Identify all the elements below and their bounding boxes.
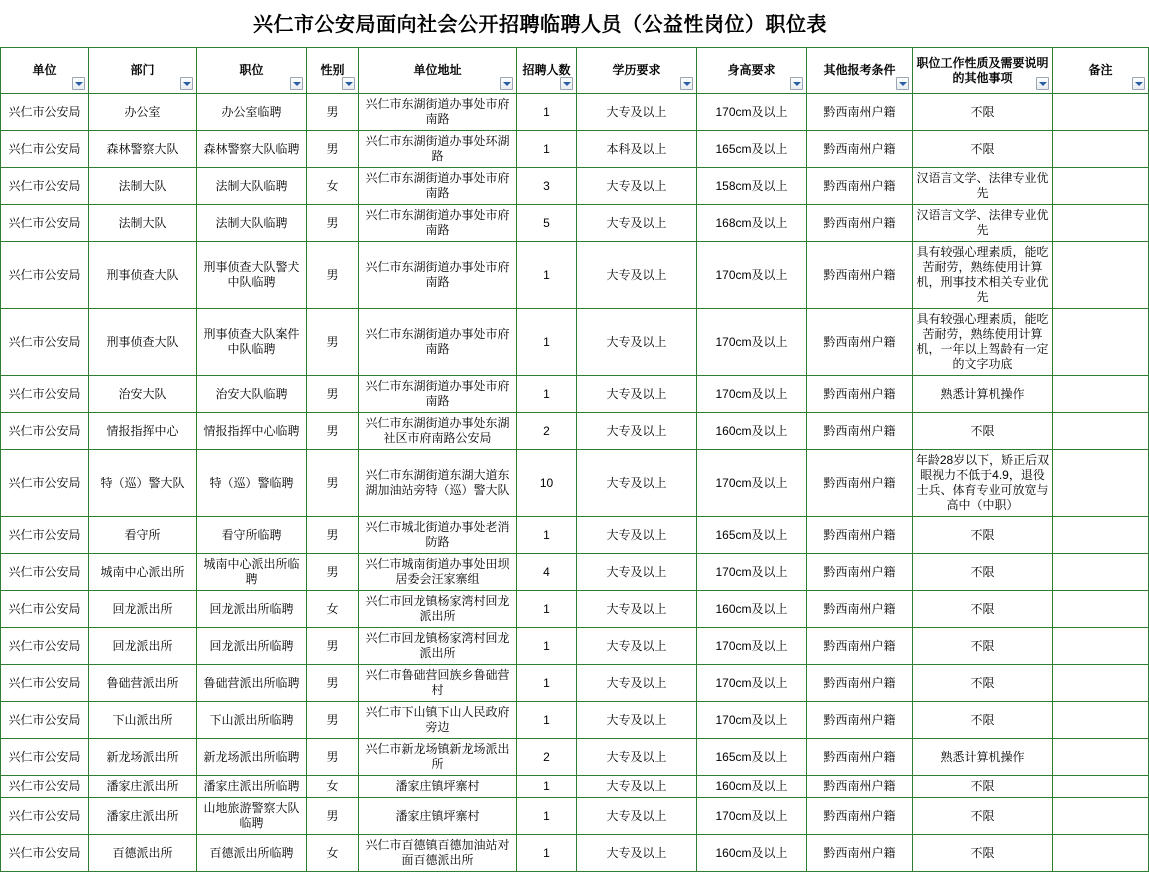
- cell-department: 鲁础营派出所: [89, 665, 197, 702]
- header-label-unit: 单位: [32, 63, 57, 77]
- cell-position: 潘家庄派出所临聘: [197, 776, 307, 798]
- page-title: 兴仁市公安局面向社会公开招聘临聘人员（公益性岗位）职位表: [253, 14, 827, 36]
- header-row: [1, 48, 1149, 94]
- cell-height: 168cm及以上: [697, 205, 807, 242]
- cell-job-notes: 不限: [913, 591, 1053, 628]
- column-header-gender[interactable]: [307, 48, 359, 94]
- cell-job-notes: 年龄28岁以下，矫正后双眼视力不低于4.9，退役士兵、体育专业可放宽与高中（中职）: [913, 450, 1053, 517]
- header-label-height: 身高要求: [727, 63, 776, 77]
- cell-department: 法制大队: [89, 205, 197, 242]
- table-row: [1, 131, 1149, 168]
- cell-count: 4: [517, 554, 577, 591]
- cell-remark: [1053, 168, 1149, 205]
- cell-count: 1: [517, 776, 577, 798]
- cell-remark: [1053, 205, 1149, 242]
- cell-department: 刑事侦查大队: [89, 309, 197, 376]
- cell-other-conditions: 黔西南州户籍: [807, 554, 913, 591]
- column-header-unit[interactable]: [1, 48, 89, 94]
- cell-job-notes: 不限: [913, 131, 1053, 168]
- cell-department: 办公室: [89, 94, 197, 131]
- cell-address: 兴仁市东湖街道办事处市府南路: [359, 205, 517, 242]
- cell-unit: 兴仁市公安局: [1, 739, 89, 776]
- filter-dropdown-icon[interactable]: [680, 77, 693, 90]
- cell-job-notes: 不限: [913, 835, 1053, 872]
- table-body: [1, 94, 1149, 872]
- cell-address: 兴仁市东湖街道办事处市府南路: [359, 376, 517, 413]
- cell-height: 165cm及以上: [697, 739, 807, 776]
- cell-other-conditions: 黔西南州户籍: [807, 835, 913, 872]
- table-row: [1, 309, 1149, 376]
- cell-other-conditions: 黔西南州户籍: [807, 798, 913, 835]
- cell-position: 治安大队临聘: [197, 376, 307, 413]
- cell-position: 回龙派出所临聘: [197, 628, 307, 665]
- cell-position: 看守所临聘: [197, 517, 307, 554]
- cell-position: 刑事侦查大队警犬中队临聘: [197, 242, 307, 309]
- cell-address: 兴仁市东湖街道办事处市府南路: [359, 168, 517, 205]
- cell-height: 170cm及以上: [697, 665, 807, 702]
- cell-other-conditions: 黔西南州户籍: [807, 450, 913, 517]
- filter-dropdown-icon[interactable]: [1132, 77, 1145, 90]
- cell-gender: 男: [307, 309, 359, 376]
- table-row: [1, 554, 1149, 591]
- cell-height: 160cm及以上: [697, 591, 807, 628]
- cell-address: 兴仁市城南街道办事处田坝居委会汪家寨组: [359, 554, 517, 591]
- cell-job-notes: 具有较强心理素质，能吃苦耐劳，熟练使用计算机，刑事技术相关专业优先: [913, 242, 1053, 309]
- cell-height: 170cm及以上: [697, 242, 807, 309]
- cell-position: 情报指挥中心临聘: [197, 413, 307, 450]
- cell-height: 158cm及以上: [697, 168, 807, 205]
- cell-unit: 兴仁市公安局: [1, 94, 89, 131]
- cell-position: 下山派出所临聘: [197, 702, 307, 739]
- cell-position: 新龙场派出所临聘: [197, 739, 307, 776]
- cell-position: 回龙派出所临聘: [197, 591, 307, 628]
- cell-unit: 兴仁市公安局: [1, 702, 89, 739]
- cell-job-notes: 不限: [913, 554, 1053, 591]
- cell-remark: [1053, 776, 1149, 798]
- cell-department: 回龙派出所: [89, 591, 197, 628]
- cell-position: 刑事侦查大队案件中队临聘: [197, 309, 307, 376]
- cell-gender: 女: [307, 168, 359, 205]
- cell-job-notes: 不限: [913, 517, 1053, 554]
- filter-dropdown-icon[interactable]: [290, 77, 303, 90]
- column-header-other-conditions[interactable]: [807, 48, 913, 94]
- cell-department: 特（巡）警大队: [89, 450, 197, 517]
- cell-job-notes: 不限: [913, 798, 1053, 835]
- cell-gender: 男: [307, 702, 359, 739]
- cell-address: 兴仁市回龙镇杨家湾村回龙派出所: [359, 591, 517, 628]
- cell-gender: 女: [307, 835, 359, 872]
- cell-address: 兴仁市新龙场镇新龙场派出所: [359, 739, 517, 776]
- header-label-education: 学历要求: [612, 63, 661, 77]
- cell-remark: [1053, 517, 1149, 554]
- cell-remark: [1053, 835, 1149, 872]
- cell-unit: 兴仁市公安局: [1, 168, 89, 205]
- cell-remark: [1053, 628, 1149, 665]
- column-header-address[interactable]: [359, 48, 517, 94]
- cell-job-notes: 不限: [913, 776, 1053, 798]
- cell-position: 森林警察大队临聘: [197, 131, 307, 168]
- cell-remark: [1053, 309, 1149, 376]
- cell-count: 1: [517, 309, 577, 376]
- cell-unit: 兴仁市公安局: [1, 591, 89, 628]
- table-row: [1, 450, 1149, 517]
- cell-remark: [1053, 798, 1149, 835]
- header-label-department: 部门: [130, 63, 155, 77]
- cell-address: 兴仁市东湖街道办事处市府南路: [359, 309, 517, 376]
- cell-unit: 兴仁市公安局: [1, 628, 89, 665]
- cell-address: 兴仁市鲁础营回族乡鲁础营村: [359, 665, 517, 702]
- cell-position: 百德派出所临聘: [197, 835, 307, 872]
- filter-dropdown-icon[interactable]: [560, 77, 573, 90]
- cell-height: 165cm及以上: [697, 517, 807, 554]
- cell-education: 大专及以上: [577, 835, 697, 872]
- column-header-job-notes[interactable]: [913, 48, 1053, 94]
- cell-other-conditions: 黔西南州户籍: [807, 413, 913, 450]
- cell-job-notes: 汉语言文学、法律专业优先: [913, 168, 1053, 205]
- cell-count: 1: [517, 131, 577, 168]
- cell-address: 兴仁市东湖街道办事处东湖社区市府南路公安局: [359, 413, 517, 450]
- table-row: [1, 628, 1149, 665]
- cell-height: 170cm及以上: [697, 628, 807, 665]
- cell-address: 潘家庄镇坪寨村: [359, 798, 517, 835]
- header-label-count: 招聘人数: [522, 63, 571, 77]
- cell-unit: 兴仁市公安局: [1, 450, 89, 517]
- cell-other-conditions: 黔西南州户籍: [807, 94, 913, 131]
- table-row: [1, 242, 1149, 309]
- table-row: [1, 776, 1149, 798]
- cell-job-notes: 不限: [913, 413, 1053, 450]
- cell-remark: [1053, 554, 1149, 591]
- filter-dropdown-icon[interactable]: [342, 77, 355, 90]
- cell-address: 兴仁市东湖街道办事处环湖路: [359, 131, 517, 168]
- cell-position: 法制大队临聘: [197, 205, 307, 242]
- cell-other-conditions: 黔西南州户籍: [807, 591, 913, 628]
- column-header-height[interactable]: [697, 48, 807, 94]
- cell-unit: 兴仁市公安局: [1, 798, 89, 835]
- job-positions-table: [0, 47, 1149, 872]
- cell-job-notes: 熟悉计算机操作: [913, 739, 1053, 776]
- cell-unit: 兴仁市公安局: [1, 665, 89, 702]
- filter-dropdown-icon[interactable]: [896, 77, 909, 90]
- cell-position: 城南中心派出所临聘: [197, 554, 307, 591]
- cell-height: 165cm及以上: [697, 131, 807, 168]
- table-row: [1, 702, 1149, 739]
- cell-remark: [1053, 413, 1149, 450]
- cell-height: 170cm及以上: [697, 798, 807, 835]
- cell-education: 大专及以上: [577, 702, 697, 739]
- cell-position: 办公室临聘: [197, 94, 307, 131]
- cell-gender: 男: [307, 517, 359, 554]
- cell-unit: 兴仁市公安局: [1, 205, 89, 242]
- cell-other-conditions: 黔西南州户籍: [807, 776, 913, 798]
- cell-job-notes: 汉语言文学、法律专业优先: [913, 205, 1053, 242]
- cell-height: 170cm及以上: [697, 376, 807, 413]
- table-row: [1, 413, 1149, 450]
- cell-education: 大专及以上: [577, 554, 697, 591]
- cell-count: 1: [517, 665, 577, 702]
- cell-unit: 兴仁市公安局: [1, 413, 89, 450]
- cell-address: 兴仁市东湖街道办事处市府南路: [359, 94, 517, 131]
- cell-education: 大专及以上: [577, 242, 697, 309]
- cell-count: 2: [517, 739, 577, 776]
- cell-unit: 兴仁市公安局: [1, 376, 89, 413]
- filter-dropdown-icon[interactable]: [790, 77, 803, 90]
- cell-education: 大专及以上: [577, 739, 697, 776]
- cell-department: 治安大队: [89, 376, 197, 413]
- cell-education: 大专及以上: [577, 450, 697, 517]
- column-header-department[interactable]: [89, 48, 197, 94]
- cell-count: 1: [517, 798, 577, 835]
- cell-unit: 兴仁市公安局: [1, 131, 89, 168]
- cell-address: 潘家庄镇坪寨村: [359, 776, 517, 798]
- header-label-gender: 性别: [320, 63, 345, 77]
- cell-unit: 兴仁市公安局: [1, 776, 89, 798]
- cell-height: 160cm及以上: [697, 776, 807, 798]
- cell-count: 1: [517, 376, 577, 413]
- cell-unit: 兴仁市公安局: [1, 242, 89, 309]
- table-row: [1, 739, 1149, 776]
- cell-department: 回龙派出所: [89, 628, 197, 665]
- cell-department: 法制大队: [89, 168, 197, 205]
- column-header-remark[interactable]: [1053, 48, 1149, 94]
- cell-department: 情报指挥中心: [89, 413, 197, 450]
- table-row: [1, 168, 1149, 205]
- cell-gender: 男: [307, 739, 359, 776]
- cell-department: 潘家庄派出所: [89, 776, 197, 798]
- cell-other-conditions: 黔西南州户籍: [807, 702, 913, 739]
- cell-remark: [1053, 591, 1149, 628]
- cell-position: 法制大队临聘: [197, 168, 307, 205]
- table-row: [1, 376, 1149, 413]
- cell-other-conditions: 黔西南州户籍: [807, 628, 913, 665]
- cell-count: 3: [517, 168, 577, 205]
- cell-position: 鲁础营派出所临聘: [197, 665, 307, 702]
- cell-gender: 男: [307, 94, 359, 131]
- cell-unit: 兴仁市公安局: [1, 517, 89, 554]
- cell-remark: [1053, 665, 1149, 702]
- cell-gender: 男: [307, 413, 359, 450]
- cell-education: 大专及以上: [577, 376, 697, 413]
- cell-gender: 男: [307, 628, 359, 665]
- header-label-address: 单位地址: [413, 63, 462, 77]
- cell-education: 大专及以上: [577, 168, 697, 205]
- column-header-education[interactable]: [577, 48, 697, 94]
- cell-count: 2: [517, 413, 577, 450]
- cell-height: 170cm及以上: [697, 702, 807, 739]
- table-header: [1, 48, 1149, 94]
- cell-count: 1: [517, 517, 577, 554]
- cell-remark: [1053, 739, 1149, 776]
- cell-job-notes: 不限: [913, 628, 1053, 665]
- filter-dropdown-icon[interactable]: [1036, 77, 1049, 90]
- header-label-position: 职位: [239, 63, 264, 77]
- cell-remark: [1053, 376, 1149, 413]
- cell-department: 潘家庄派出所: [89, 798, 197, 835]
- cell-remark: [1053, 131, 1149, 168]
- cell-remark: [1053, 450, 1149, 517]
- table-row: [1, 798, 1149, 835]
- cell-education: 大专及以上: [577, 413, 697, 450]
- table-row: [1, 665, 1149, 702]
- cell-other-conditions: 黔西南州户籍: [807, 131, 913, 168]
- cell-position: 山地旅游警察大队临聘: [197, 798, 307, 835]
- cell-gender: 男: [307, 131, 359, 168]
- cell-gender: 男: [307, 205, 359, 242]
- cell-job-notes: 具有较强心理素质，能吃苦耐劳，熟练使用计算机，一年以上驾龄有一定的文字功底: [913, 309, 1053, 376]
- cell-other-conditions: 黔西南州户籍: [807, 242, 913, 309]
- cell-remark: [1053, 94, 1149, 131]
- cell-department: 百德派出所: [89, 835, 197, 872]
- cell-remark: [1053, 702, 1149, 739]
- cell-unit: 兴仁市公安局: [1, 554, 89, 591]
- cell-education: 大专及以上: [577, 628, 697, 665]
- cell-other-conditions: 黔西南州户籍: [807, 205, 913, 242]
- cell-gender: 男: [307, 554, 359, 591]
- cell-gender: 女: [307, 776, 359, 798]
- cell-education: 本科及以上: [577, 131, 697, 168]
- cell-height: 170cm及以上: [697, 450, 807, 517]
- cell-gender: 男: [307, 798, 359, 835]
- filter-dropdown-icon[interactable]: [72, 77, 85, 90]
- cell-education: 大专及以上: [577, 205, 697, 242]
- cell-job-notes: 不限: [913, 94, 1053, 131]
- cell-job-notes: 熟悉计算机操作: [913, 376, 1053, 413]
- cell-height: 170cm及以上: [697, 309, 807, 376]
- table-row: [1, 205, 1149, 242]
- cell-address: 兴仁市回龙镇杨家湾村回龙派出所: [359, 628, 517, 665]
- cell-height: 160cm及以上: [697, 413, 807, 450]
- cell-other-conditions: 黔西南州户籍: [807, 309, 913, 376]
- cell-count: 1: [517, 835, 577, 872]
- cell-job-notes: 不限: [913, 702, 1053, 739]
- cell-education: 大专及以上: [577, 798, 697, 835]
- header-label-remark: 备注: [1088, 63, 1113, 77]
- cell-gender: 男: [307, 242, 359, 309]
- table-row: [1, 517, 1149, 554]
- cell-address: 兴仁市下山镇下山人民政府旁边: [359, 702, 517, 739]
- cell-department: 看守所: [89, 517, 197, 554]
- column-header-position[interactable]: [197, 48, 307, 94]
- cell-job-notes: 不限: [913, 665, 1053, 702]
- table-row: [1, 835, 1149, 872]
- cell-count: 1: [517, 242, 577, 309]
- cell-unit: 兴仁市公安局: [1, 835, 89, 872]
- cell-gender: 女: [307, 591, 359, 628]
- table-row: [1, 94, 1149, 131]
- cell-address: 兴仁市百德镇百德加油站对面百德派出所: [359, 835, 517, 872]
- cell-department: 新龙场派出所: [89, 739, 197, 776]
- cell-education: 大专及以上: [577, 517, 697, 554]
- cell-unit: 兴仁市公安局: [1, 309, 89, 376]
- cell-department: 城南中心派出所: [89, 554, 197, 591]
- cell-education: 大专及以上: [577, 665, 697, 702]
- cell-education: 大专及以上: [577, 309, 697, 376]
- cell-education: 大专及以上: [577, 776, 697, 798]
- cell-remark: [1053, 242, 1149, 309]
- cell-other-conditions: 黔西南州户籍: [807, 376, 913, 413]
- cell-count: 1: [517, 591, 577, 628]
- filter-dropdown-icon[interactable]: [180, 77, 193, 90]
- header-label-job-notes: 职位工作性质及需要说明的其他事项: [916, 55, 1049, 85]
- table-row: [1, 591, 1149, 628]
- cell-count: 1: [517, 94, 577, 131]
- column-header-count[interactable]: [517, 48, 577, 94]
- cell-gender: 男: [307, 376, 359, 413]
- cell-height: 160cm及以上: [697, 835, 807, 872]
- cell-height: 170cm及以上: [697, 94, 807, 131]
- cell-education: 大专及以上: [577, 94, 697, 131]
- cell-department: 森林警察大队: [89, 131, 197, 168]
- cell-department: 下山派出所: [89, 702, 197, 739]
- cell-address: 兴仁市城北街道办事处老消防路: [359, 517, 517, 554]
- cell-height: 170cm及以上: [697, 554, 807, 591]
- cell-education: 大专及以上: [577, 591, 697, 628]
- cell-count: 5: [517, 205, 577, 242]
- cell-address: 兴仁市东湖街道办事处市府南路: [359, 242, 517, 309]
- cell-gender: 男: [307, 665, 359, 702]
- cell-count: 1: [517, 702, 577, 739]
- header-label-other-conditions: 其他报考条件: [823, 63, 896, 77]
- cell-department: 刑事侦查大队: [89, 242, 197, 309]
- cell-position: 特（巡）警临聘: [197, 450, 307, 517]
- cell-count: 1: [517, 628, 577, 665]
- cell-other-conditions: 黔西南州户籍: [807, 739, 913, 776]
- cell-gender: 男: [307, 450, 359, 517]
- filter-dropdown-icon[interactable]: [500, 77, 513, 90]
- cell-other-conditions: 黔西南州户籍: [807, 517, 913, 554]
- cell-address: 兴仁市东湖街道东湖大道东湖加油站旁特（巡）警大队: [359, 450, 517, 517]
- cell-other-conditions: 黔西南州户籍: [807, 665, 913, 702]
- cell-count: 10: [517, 450, 577, 517]
- cell-other-conditions: 黔西南州户籍: [807, 168, 913, 205]
